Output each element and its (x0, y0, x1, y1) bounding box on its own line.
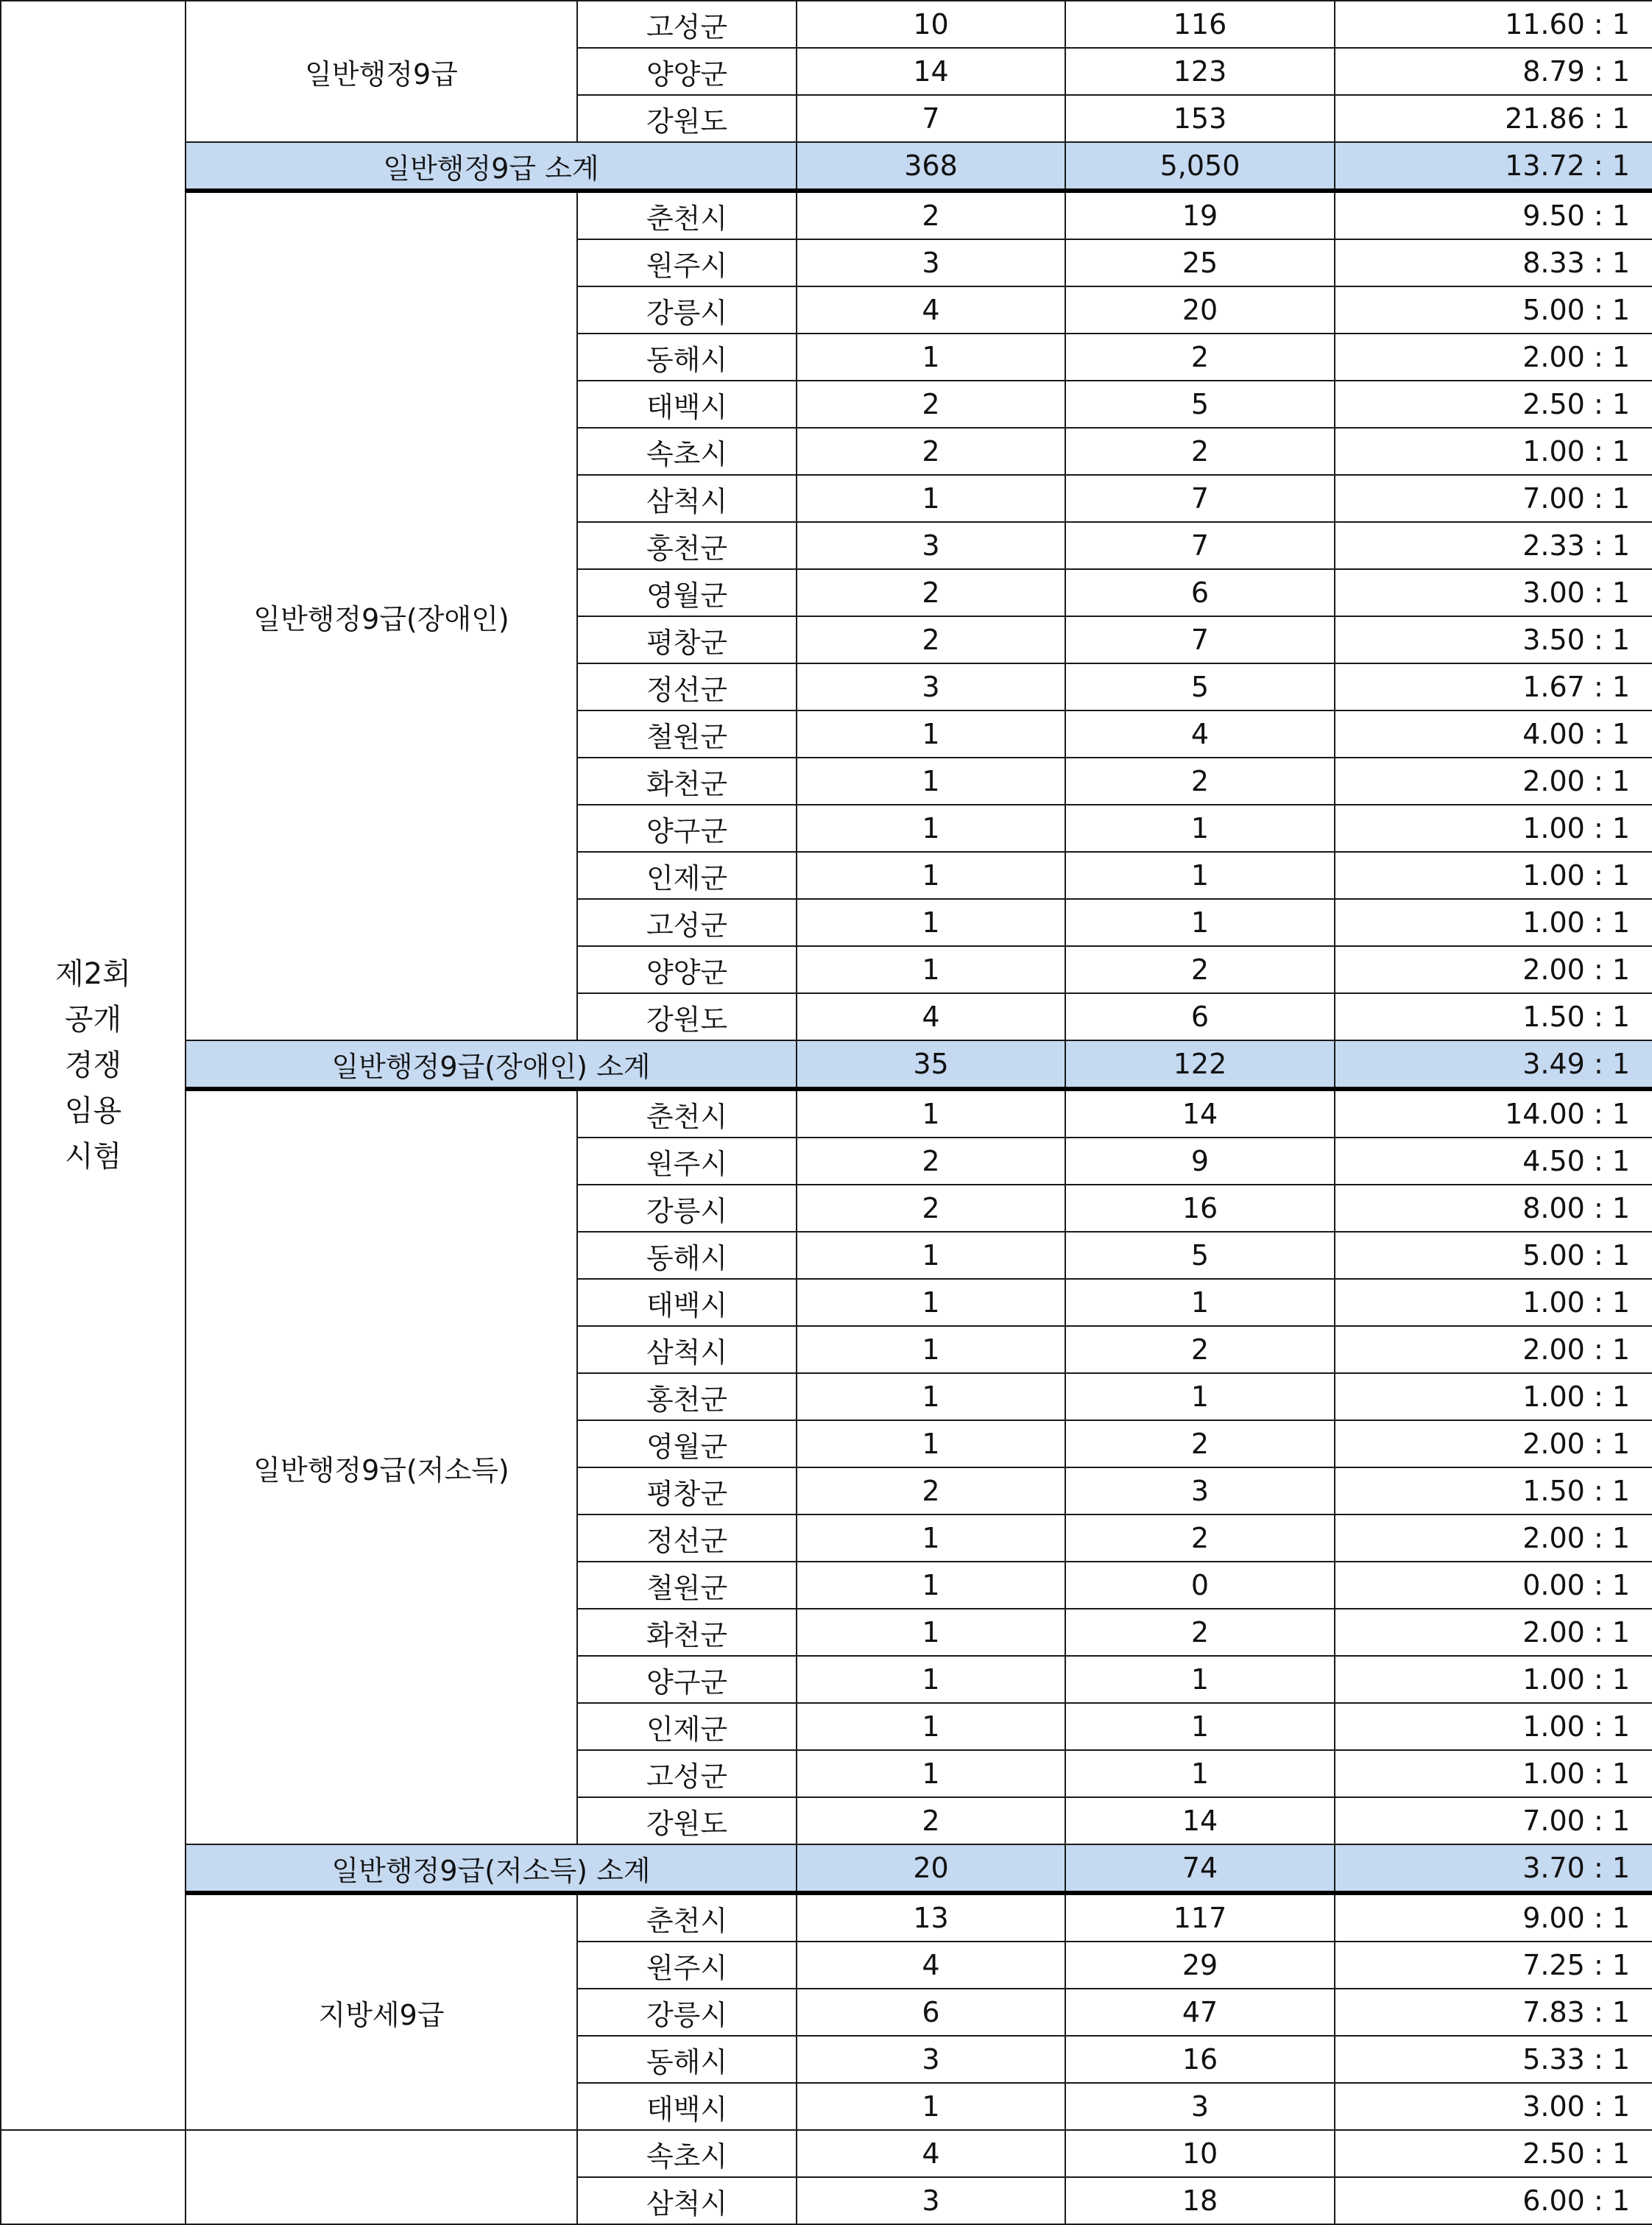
quota-cell: 1 (797, 1656, 1065, 1703)
ratio-cell: 2.50 : 1 (1335, 2130, 1652, 2177)
ratio-cell: 2.00 : 1 (1335, 946, 1652, 993)
quota-cell: 1 (797, 1420, 1065, 1467)
exam-name-line: 경쟁 (64, 1048, 122, 1082)
ratio-cell: 7.00 : 1 (1335, 475, 1652, 522)
region-cell: 강릉시 (577, 286, 797, 334)
region-cell: 홍천군 (577, 1373, 797, 1420)
applicants-cell: 2 (1065, 334, 1335, 381)
subtotal-ratio: 3.49 : 1 (1335, 1040, 1652, 1089)
exam-name-cell (1, 1, 186, 2130)
job-category-cell: 지방세9급 (186, 1893, 577, 2130)
table-row (1, 1, 1652, 48)
applicants-cell: 1 (1065, 1750, 1335, 1797)
applicants-cell: 7 (1065, 522, 1335, 569)
quota-cell: 1 (797, 1750, 1065, 1797)
subtotal-row (1, 142, 1652, 191)
applicants-cell: 2 (1065, 1326, 1335, 1373)
applicants-cell: 116 (1065, 1, 1335, 48)
ratio-cell: 8.79 : 1 (1335, 48, 1652, 95)
quota-cell: 1 (797, 852, 1065, 899)
subtotal-applicants: 74 (1065, 1844, 1335, 1893)
ratio-cell: 1.00 : 1 (1335, 1373, 1652, 1420)
region-cell: 동해시 (577, 2036, 797, 2083)
region-cell: 화천군 (577, 1609, 797, 1656)
region-cell: 강원도 (577, 993, 797, 1040)
quota-cell: 3 (797, 2177, 1065, 2224)
ratio-cell: 1.00 : 1 (1335, 1703, 1652, 1750)
applicants-cell: 153 (1065, 95, 1335, 142)
region-cell: 원주시 (577, 239, 797, 286)
applicants-cell: 6 (1065, 569, 1335, 616)
ratio-cell: 7.83 : 1 (1335, 1989, 1652, 2036)
quota-cell: 3 (797, 239, 1065, 286)
subtotal-quota: 20 (797, 1844, 1065, 1893)
ratio-cell: 1.50 : 1 (1335, 1467, 1652, 1515)
ratio-cell: 2.00 : 1 (1335, 758, 1652, 805)
job-category-cell: 일반행정9급(저소득) (186, 1089, 577, 1844)
quota-cell: 6 (797, 1989, 1065, 2036)
applicants-cell: 20 (1065, 286, 1335, 334)
subtotal-label: 일반행정9급(저소득) 소계 (186, 1844, 797, 1893)
applicants-cell: 5 (1065, 381, 1335, 428)
table-row (1, 191, 1652, 239)
applicants-cell: 29 (1065, 1942, 1335, 1989)
subtotal-quota: 368 (797, 142, 1065, 191)
ratio-cell: 6.00 : 1 (1335, 2177, 1652, 2224)
applicants-cell: 1 (1065, 1373, 1335, 1420)
job-category-cell: 일반행정9급(장애인) (186, 191, 577, 1040)
ratio-cell: 11.60 : 1 (1335, 1, 1652, 48)
applicants-cell: 10 (1065, 2130, 1335, 2177)
applicants-cell: 2 (1065, 428, 1335, 475)
region-cell: 홍천군 (577, 522, 797, 569)
region-cell: 원주시 (577, 1138, 797, 1185)
region-cell: 영월군 (577, 569, 797, 616)
job-category-cell: 일반행정9급 (186, 1, 577, 142)
applicants-cell: 16 (1065, 2036, 1335, 2083)
region-cell: 양구군 (577, 805, 797, 852)
region-cell: 동해시 (577, 1232, 797, 1279)
quota-cell: 1 (797, 1703, 1065, 1750)
region-cell: 삼척시 (577, 2177, 797, 2224)
ratio-cell: 9.00 : 1 (1335, 1893, 1652, 1942)
region-cell: 춘천시 (577, 1893, 797, 1942)
ratio-cell: 2.00 : 1 (1335, 1515, 1652, 1562)
quota-cell: 2 (797, 616, 1065, 663)
region-cell: 태백시 (577, 2083, 797, 2130)
applicants-cell: 47 (1065, 1989, 1335, 2036)
ratio-cell: 2.00 : 1 (1335, 1326, 1652, 1373)
applicants-cell: 1 (1065, 852, 1335, 899)
applicants-cell: 2 (1065, 758, 1335, 805)
table-row (1, 1089, 1652, 1138)
ratio-cell: 2.00 : 1 (1335, 334, 1652, 381)
region-cell: 인제군 (577, 1703, 797, 1750)
applicants-cell: 14 (1065, 1797, 1335, 1844)
applicants-cell: 9 (1065, 1138, 1335, 1185)
region-cell: 영월군 (577, 1420, 797, 1467)
ratio-cell: 5.00 : 1 (1335, 1232, 1652, 1279)
region-cell: 인제군 (577, 852, 797, 899)
quota-cell: 2 (797, 1185, 1065, 1232)
applicants-cell: 16 (1065, 1185, 1335, 1232)
quota-cell: 3 (797, 663, 1065, 710)
applicants-cell: 18 (1065, 2177, 1335, 2224)
ratio-cell: 8.33 : 1 (1335, 239, 1652, 286)
applicants-cell: 1 (1065, 805, 1335, 852)
ratio-cell: 7.25 : 1 (1335, 1942, 1652, 1989)
region-cell: 강릉시 (577, 1185, 797, 1232)
applicants-cell: 19 (1065, 191, 1335, 239)
quota-cell: 7 (797, 95, 1065, 142)
quota-cell: 3 (797, 2036, 1065, 2083)
quota-cell: 1 (797, 899, 1065, 946)
quota-cell: 10 (797, 1, 1065, 48)
region-cell: 강원도 (577, 1797, 797, 1844)
quota-cell: 1 (797, 805, 1065, 852)
quota-cell: 13 (797, 1893, 1065, 1942)
region-cell: 원주시 (577, 1942, 797, 1989)
ratio-cell: 5.00 : 1 (1335, 286, 1652, 334)
quota-cell: 1 (797, 710, 1065, 758)
quota-cell: 2 (797, 1138, 1065, 1185)
ratio-cell: 1.00 : 1 (1335, 1279, 1652, 1326)
region-cell: 양양군 (577, 946, 797, 993)
region-cell: 동해시 (577, 334, 797, 381)
ratio-cell: 3.00 : 1 (1335, 569, 1652, 616)
subtotal-label: 일반행정9급 소계 (186, 142, 797, 191)
quota-cell: 1 (797, 2083, 1065, 2130)
subtotal-ratio: 13.72 : 1 (1335, 142, 1652, 191)
applicants-cell: 0 (1065, 1562, 1335, 1609)
quota-cell: 1 (797, 1326, 1065, 1373)
applicants-cell: 123 (1065, 48, 1335, 95)
ratio-cell: 2.00 : 1 (1335, 1609, 1652, 1656)
region-cell: 철원군 (577, 710, 797, 758)
ratio-cell: 0.00 : 1 (1335, 1562, 1652, 1609)
quota-cell: 1 (797, 946, 1065, 993)
quota-cell: 4 (797, 286, 1065, 334)
applicants-cell: 1 (1065, 1703, 1335, 1750)
applicants-cell: 14 (1065, 1089, 1335, 1138)
applicants-cell: 6 (1065, 993, 1335, 1040)
exam-name-line: 시험 (64, 1140, 122, 1174)
region-cell: 태백시 (577, 381, 797, 428)
subtotal-row (1, 1844, 1652, 1893)
ratio-cell: 14.00 : 1 (1335, 1089, 1652, 1138)
region-cell: 정선군 (577, 1515, 797, 1562)
applicants-cell: 1 (1065, 899, 1335, 946)
quota-cell: 2 (797, 191, 1065, 239)
region-cell: 고성군 (577, 1, 797, 48)
quota-cell: 2 (797, 381, 1065, 428)
ratio-cell: 2.00 : 1 (1335, 1420, 1652, 1467)
region-cell: 평창군 (577, 616, 797, 663)
quota-cell: 14 (797, 48, 1065, 95)
quota-cell: 1 (797, 1562, 1065, 1609)
applicants-cell: 1 (1065, 1656, 1335, 1703)
quota-cell: 1 (797, 758, 1065, 805)
subtotal-applicants: 122 (1065, 1040, 1335, 1089)
applicants-cell: 7 (1065, 475, 1335, 522)
applicants-cell: 2 (1065, 1420, 1335, 1467)
table-body (1, 1, 1652, 2224)
applicants-cell: 3 (1065, 2083, 1335, 2130)
applicants-cell: 5 (1065, 1232, 1335, 1279)
applicants-cell: 5 (1065, 663, 1335, 710)
exam-name-line: 임용 (64, 1094, 122, 1128)
applicants-cell: 2 (1065, 946, 1335, 993)
region-cell: 속초시 (577, 428, 797, 475)
ratio-cell: 8.00 : 1 (1335, 1185, 1652, 1232)
quota-cell: 1 (797, 1232, 1065, 1279)
exam-name-line: 공개 (64, 1003, 122, 1037)
quota-cell: 1 (797, 1515, 1065, 1562)
applicants-cell: 117 (1065, 1893, 1335, 1942)
quota-cell: 4 (797, 993, 1065, 1040)
subtotal-row (1, 1040, 1652, 1089)
region-cell: 평창군 (577, 1467, 797, 1515)
ratio-cell: 2.50 : 1 (1335, 381, 1652, 428)
ratio-cell: 9.50 : 1 (1335, 191, 1652, 239)
region-cell: 강릉시 (577, 1989, 797, 2036)
subtotal-quota: 35 (797, 1040, 1065, 1089)
ratio-cell: 7.00 : 1 (1335, 1797, 1652, 1844)
ratio-cell: 1.00 : 1 (1335, 1750, 1652, 1797)
quota-cell: 1 (797, 1089, 1065, 1138)
table-row (1, 1893, 1652, 1942)
region-cell: 강원도 (577, 95, 797, 142)
exam-name-line: 제2회 (55, 957, 131, 991)
region-cell: 양구군 (577, 1656, 797, 1703)
applicants-cell: 2 (1065, 1609, 1335, 1656)
region-cell: 속초시 (577, 2130, 797, 2177)
region-cell: 화천군 (577, 758, 797, 805)
applicants-cell: 4 (1065, 710, 1335, 758)
ratio-cell: 1.00 : 1 (1335, 899, 1652, 946)
ratio-cell: 2.33 : 1 (1335, 522, 1652, 569)
ratio-cell: 1.00 : 1 (1335, 852, 1652, 899)
quota-cell: 4 (797, 1942, 1065, 1989)
region-cell: 춘천시 (577, 1089, 797, 1138)
ratio-cell: 4.50 : 1 (1335, 1138, 1652, 1185)
applicants-cell: 2 (1065, 1515, 1335, 1562)
applicants-cell: 7 (1065, 616, 1335, 663)
region-cell: 삼척시 (577, 1326, 797, 1373)
quota-cell: 1 (797, 1373, 1065, 1420)
job-category-cell (186, 2130, 577, 2224)
ratio-cell: 4.00 : 1 (1335, 710, 1652, 758)
ratio-cell: 1.00 : 1 (1335, 428, 1652, 475)
region-cell: 태백시 (577, 1279, 797, 1326)
table-row (1, 2130, 1652, 2177)
region-cell: 양양군 (577, 48, 797, 95)
quota-cell: 1 (797, 334, 1065, 381)
applicants-cell: 1 (1065, 1279, 1335, 1326)
subtotal-label: 일반행정9급(장애인) 소계 (186, 1040, 797, 1089)
quota-cell: 2 (797, 569, 1065, 616)
ratio-cell: 1.50 : 1 (1335, 993, 1652, 1040)
quota-cell: 3 (797, 522, 1065, 569)
ratio-cell: 1.00 : 1 (1335, 805, 1652, 852)
ratio-cell: 1.67 : 1 (1335, 663, 1652, 710)
exam-name-cell (1, 2130, 186, 2224)
quota-cell: 2 (797, 1797, 1065, 1844)
region-cell: 고성군 (577, 899, 797, 946)
region-cell: 삼척시 (577, 475, 797, 522)
quota-cell: 2 (797, 428, 1065, 475)
ratio-cell: 1.00 : 1 (1335, 1656, 1652, 1703)
quota-cell: 1 (797, 1279, 1065, 1326)
subtotal-ratio: 3.70 : 1 (1335, 1844, 1652, 1893)
subtotal-applicants: 5,050 (1065, 142, 1335, 191)
quota-cell: 1 (797, 475, 1065, 522)
quota-cell: 1 (797, 1609, 1065, 1656)
applicants-cell: 25 (1065, 239, 1335, 286)
ratio-cell: 5.33 : 1 (1335, 2036, 1652, 2083)
region-cell: 춘천시 (577, 191, 797, 239)
applicants-cell: 3 (1065, 1467, 1335, 1515)
region-cell: 정선군 (577, 663, 797, 710)
ratio-cell: 3.00 : 1 (1335, 2083, 1652, 2130)
ratio-cell: 21.86 : 1 (1335, 95, 1652, 142)
region-cell: 고성군 (577, 1750, 797, 1797)
region-cell: 철원군 (577, 1562, 797, 1609)
quota-cell: 2 (797, 1467, 1065, 1515)
ratio-cell: 3.50 : 1 (1335, 616, 1652, 663)
quota-cell: 4 (797, 2130, 1065, 2177)
